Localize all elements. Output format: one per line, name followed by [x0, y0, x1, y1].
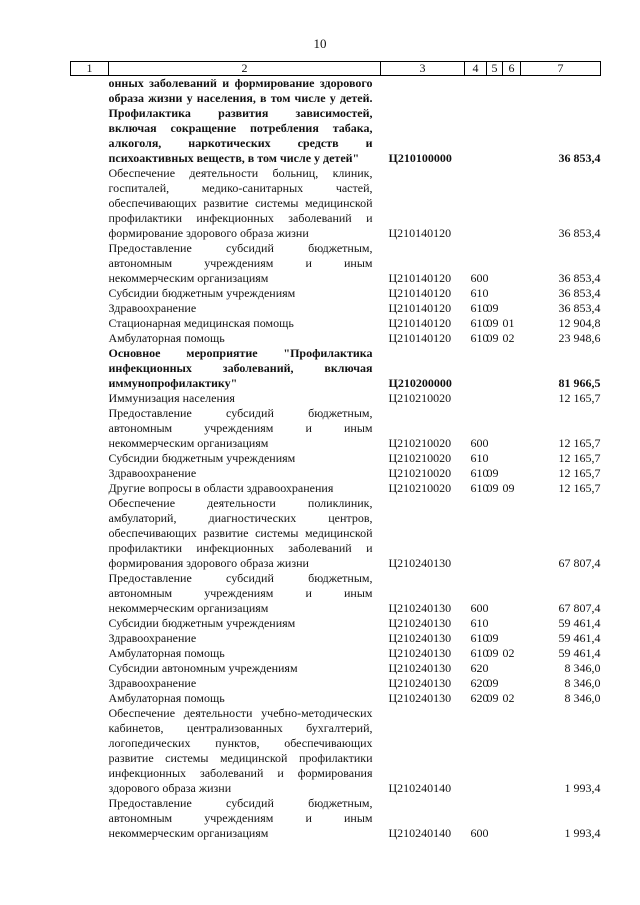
row-subsection — [503, 571, 521, 616]
row-section — [487, 661, 503, 676]
row-sum: 8 346,0 — [564, 676, 601, 690]
row-col-1 — [71, 241, 109, 286]
row-subsection — [503, 406, 521, 451]
row-col-1 — [71, 316, 109, 331]
row-col-1 — [71, 796, 109, 841]
row-section — [487, 796, 503, 841]
row-col-1 — [71, 616, 109, 631]
row-sum: 36 853,4 — [558, 151, 601, 165]
row-expense-type: 610 — [470, 616, 489, 630]
row-name: онных заболеваний и формирование здорового образа жизни у населения, в том числе у детей. Профилактика развития зависимостей, включая сокращение потребления табака, алкоголя, наркотических средств и психоактивных веществ, в том числе у детей" — [108, 76, 373, 165]
row-sum: 12 165,7 — [558, 451, 601, 465]
row-sum: 8 346,0 — [564, 691, 601, 705]
row-sum: 23 948,6 — [558, 331, 601, 345]
row-section: 09 — [486, 466, 499, 480]
row-col-1 — [71, 451, 109, 466]
row-section — [487, 406, 503, 451]
row-name: Субсидии автономным учреждениям — [108, 661, 298, 675]
row-expense-type — [465, 346, 487, 391]
row-sum: 59 461,4 — [558, 616, 601, 630]
table-row — [71, 241, 601, 286]
row-name: Субсидии бюджетным учреждениям — [108, 286, 296, 300]
row-code: Ц210140120 — [388, 301, 452, 315]
header-col-7: 7 — [521, 62, 601, 76]
row-code: Ц210140120 — [388, 286, 452, 300]
row-section: 09 — [486, 331, 499, 345]
header-col-2: 2 — [109, 62, 381, 76]
table-row — [71, 346, 601, 391]
row-code: Ц210240130 — [388, 691, 452, 705]
row-section — [487, 346, 503, 391]
row-code: Ц210140120 — [388, 316, 452, 330]
row-name: Амбулаторная помощь — [108, 646, 225, 660]
row-sum: 59 461,4 — [558, 631, 601, 645]
row-subsection: 02 — [502, 646, 515, 660]
row-col-1 — [71, 301, 109, 316]
row-sum: 1 993,4 — [564, 826, 601, 840]
row-code: Ц210240130 — [388, 661, 452, 675]
row-col-1 — [71, 646, 109, 661]
row-section — [487, 241, 503, 286]
row-sum: 8 346,0 — [564, 661, 601, 675]
row-expense-type: 610 — [470, 646, 489, 660]
row-col-1 — [71, 481, 109, 496]
table-row — [71, 76, 601, 167]
row-expense-type: 610 — [470, 451, 489, 465]
table-body — [71, 76, 601, 842]
row-sum: 67 807,4 — [558, 601, 601, 615]
row-section — [487, 166, 503, 241]
row-code: Ц210200000 — [388, 376, 452, 390]
row-sum: 36 853,4 — [558, 226, 601, 240]
row-col-1 — [71, 631, 109, 646]
row-section — [487, 286, 503, 301]
row-subsection — [503, 796, 521, 841]
table-header-row — [71, 62, 601, 76]
row-sum: 67 807,4 — [558, 556, 601, 570]
row-sum: 81 966,5 — [558, 376, 601, 390]
row-name: Предоставление субсидий бюджетным, автономным учреждениям и иным некоммерческим организациям — [108, 571, 373, 615]
row-expense-type: 600 — [470, 271, 489, 285]
row-subsection: 01 — [502, 316, 515, 330]
row-code: Ц210210020 — [388, 391, 452, 405]
header-col-1: 1 — [71, 62, 109, 76]
row-name: Здравоохранение — [108, 301, 197, 315]
row-section — [487, 76, 503, 167]
row-section — [487, 391, 503, 406]
row-section — [487, 496, 503, 571]
page-number: 10 — [313, 36, 327, 51]
table-row — [71, 646, 601, 661]
row-name: Стационарная медицинская помощь — [108, 316, 294, 330]
row-section — [487, 706, 503, 796]
row-expense-type: 610 — [470, 301, 489, 315]
row-expense-type — [465, 166, 487, 241]
row-col-1 — [71, 406, 109, 451]
table-row — [71, 316, 601, 331]
row-name: Основное мероприятие "Профилактика инфекционных заболеваний, включая иммунопрофилактику" — [108, 346, 373, 390]
table-row — [71, 451, 601, 466]
table-row — [71, 301, 601, 316]
row-name: Амбулаторная помощь — [108, 691, 225, 705]
row-subsection — [503, 631, 521, 646]
row-name: Амбулаторная помощь — [108, 331, 225, 345]
row-section: 09 — [486, 676, 499, 690]
row-expense-type: 610 — [470, 286, 489, 300]
row-subsection: 02 — [502, 691, 515, 705]
table-row — [71, 691, 601, 706]
row-subsection — [503, 706, 521, 796]
row-subsection — [503, 496, 521, 571]
row-expense-type: 600 — [470, 436, 489, 450]
row-code: Ц210210020 — [388, 436, 452, 450]
row-expense-type: 620 — [470, 661, 489, 675]
table-row — [71, 466, 601, 481]
row-section — [487, 451, 503, 466]
row-sum: 12 904,8 — [558, 316, 601, 330]
row-subsection — [503, 241, 521, 286]
header-col-6: 6 — [503, 62, 521, 76]
row-name: Предоставление субсидий бюджетным, автономным учреждениям и иным некоммерческим организациям — [108, 241, 373, 285]
row-name: Иммунизация населения — [108, 391, 235, 405]
row-section: 09 — [486, 316, 499, 330]
row-name: Субсидии бюджетным учреждениям — [108, 451, 296, 465]
row-subsection — [503, 661, 521, 676]
header-col-3: 3 — [381, 62, 465, 76]
row-col-1 — [71, 466, 109, 481]
row-col-1 — [71, 346, 109, 391]
row-expense-type: 610 — [470, 316, 489, 330]
row-sum: 36 853,4 — [558, 271, 601, 285]
table-row — [71, 166, 601, 241]
row-code: Ц210210020 — [388, 451, 452, 465]
row-col-1 — [71, 676, 109, 691]
row-subsection — [503, 616, 521, 631]
row-name: Здравоохранение — [108, 466, 197, 480]
row-subsection: 02 — [502, 331, 515, 345]
row-name: Предоставление субсидий бюджетным, автономным учреждениям и иным некоммерческим организациям — [108, 406, 373, 450]
row-sum: 36 853,4 — [558, 301, 601, 315]
row-col-1 — [71, 691, 109, 706]
row-name: Обеспечение деятельности поликлиник, амбулаторий, диагностических центров, обеспечивающих развитие системы медицинской профилактики инфекционных заболеваний и формирования здорового образа жизни — [108, 496, 373, 570]
row-subsection — [503, 286, 521, 301]
table-row — [71, 286, 601, 301]
row-expense-type — [465, 706, 487, 796]
row-code: Ц210210020 — [388, 466, 452, 480]
row-expense-type — [465, 391, 487, 406]
row-expense-type: 600 — [470, 826, 489, 840]
table-row — [71, 571, 601, 616]
row-sum: 36 853,4 — [558, 286, 601, 300]
table-row — [71, 331, 601, 346]
row-name: Обеспечение деятельности больниц, клиник, госпиталей, медико-санитарных частей, обеспечивающих развитие системы медицинской профилактики инфекционных заболеваний и формирование здорового образа жизни — [108, 166, 373, 240]
row-code: Ц210240130 — [388, 616, 452, 630]
row-sum: 12 165,7 — [558, 481, 601, 495]
row-subsection — [503, 391, 521, 406]
table-row — [71, 631, 601, 646]
row-subsection — [503, 466, 521, 481]
row-section — [487, 571, 503, 616]
row-subsection: 09 — [502, 481, 515, 495]
row-code: Ц210240130 — [388, 556, 452, 570]
table-row — [71, 706, 601, 796]
row-code: Ц210240130 — [388, 601, 452, 615]
row-expense-type: 610 — [470, 481, 489, 495]
row-expense-type — [465, 76, 487, 167]
row-col-1 — [71, 571, 109, 616]
row-subsection — [503, 676, 521, 691]
row-expense-type: 600 — [470, 601, 489, 615]
row-code: Ц210100000 — [388, 151, 452, 165]
table-row — [71, 616, 601, 631]
row-code: Ц210140120 — [388, 331, 452, 345]
row-section: 09 — [486, 646, 499, 660]
table-row — [71, 481, 601, 496]
row-name: Предоставление субсидий бюджетным, автономным учреждениям и иным некоммерческим организациям — [108, 796, 373, 840]
row-name: Здравоохранение — [108, 631, 197, 645]
row-name: Обеспечение деятельности учебно-методических кабинетов, централизованных бухгалтерий, логопедических пунктов, обеспечивающих развитие системы медицинской профилактики инфекционных заболеваний и формирования здорового образа жизни — [108, 706, 373, 795]
row-code: Ц210140120 — [388, 271, 452, 285]
row-section: 09 — [486, 481, 499, 495]
table-row — [71, 391, 601, 406]
row-expense-type: 610 — [470, 331, 489, 345]
row-expense-type: 610 — [470, 631, 489, 645]
header-col-4: 4 — [465, 62, 487, 76]
row-name: Субсидии бюджетным учреждениям — [108, 616, 296, 630]
row-expense-type: 620 — [470, 676, 489, 690]
row-sum: 59 461,4 — [558, 646, 601, 660]
row-sum: 1 993,4 — [564, 781, 601, 795]
row-code: Ц210240130 — [388, 676, 452, 690]
row-expense-type: 620 — [470, 691, 489, 705]
row-subsection — [503, 451, 521, 466]
row-col-1 — [71, 706, 109, 796]
table-row — [71, 406, 601, 451]
row-code: Ц210140120 — [388, 226, 452, 240]
row-expense-type — [465, 496, 487, 571]
row-col-1 — [71, 496, 109, 571]
row-section: 09 — [486, 301, 499, 315]
header-col-5: 5 — [487, 62, 503, 76]
table-row — [71, 496, 601, 571]
row-section — [487, 616, 503, 631]
row-name: Другие вопросы в области здравоохранения — [108, 481, 334, 495]
row-subsection — [503, 301, 521, 316]
row-section: 09 — [486, 691, 499, 705]
row-code: Ц210240140 — [388, 781, 452, 795]
row-col-1 — [71, 661, 109, 676]
row-col-1 — [71, 331, 109, 346]
row-sum: 12 165,7 — [558, 391, 601, 405]
table-row — [71, 661, 601, 676]
row-col-1 — [71, 391, 109, 406]
row-code: Ц210210020 — [388, 481, 452, 495]
row-expense-type: 610 — [470, 466, 489, 480]
table-row — [71, 796, 601, 841]
row-col-1 — [71, 166, 109, 241]
row-subsection — [503, 76, 521, 167]
row-code: Ц210240140 — [388, 826, 452, 840]
row-code: Ц210240130 — [388, 631, 452, 645]
row-col-1 — [71, 286, 109, 301]
table-row — [71, 676, 601, 691]
row-name: Здравоохранение — [108, 676, 197, 690]
row-sum: 12 165,7 — [558, 466, 601, 480]
row-section: 09 — [486, 631, 499, 645]
row-sum: 12 165,7 — [558, 436, 601, 450]
row-subsection — [503, 166, 521, 241]
row-code: Ц210240130 — [388, 646, 452, 660]
row-subsection — [503, 346, 521, 391]
budget-table — [70, 61, 601, 841]
row-col-1 — [71, 76, 109, 167]
